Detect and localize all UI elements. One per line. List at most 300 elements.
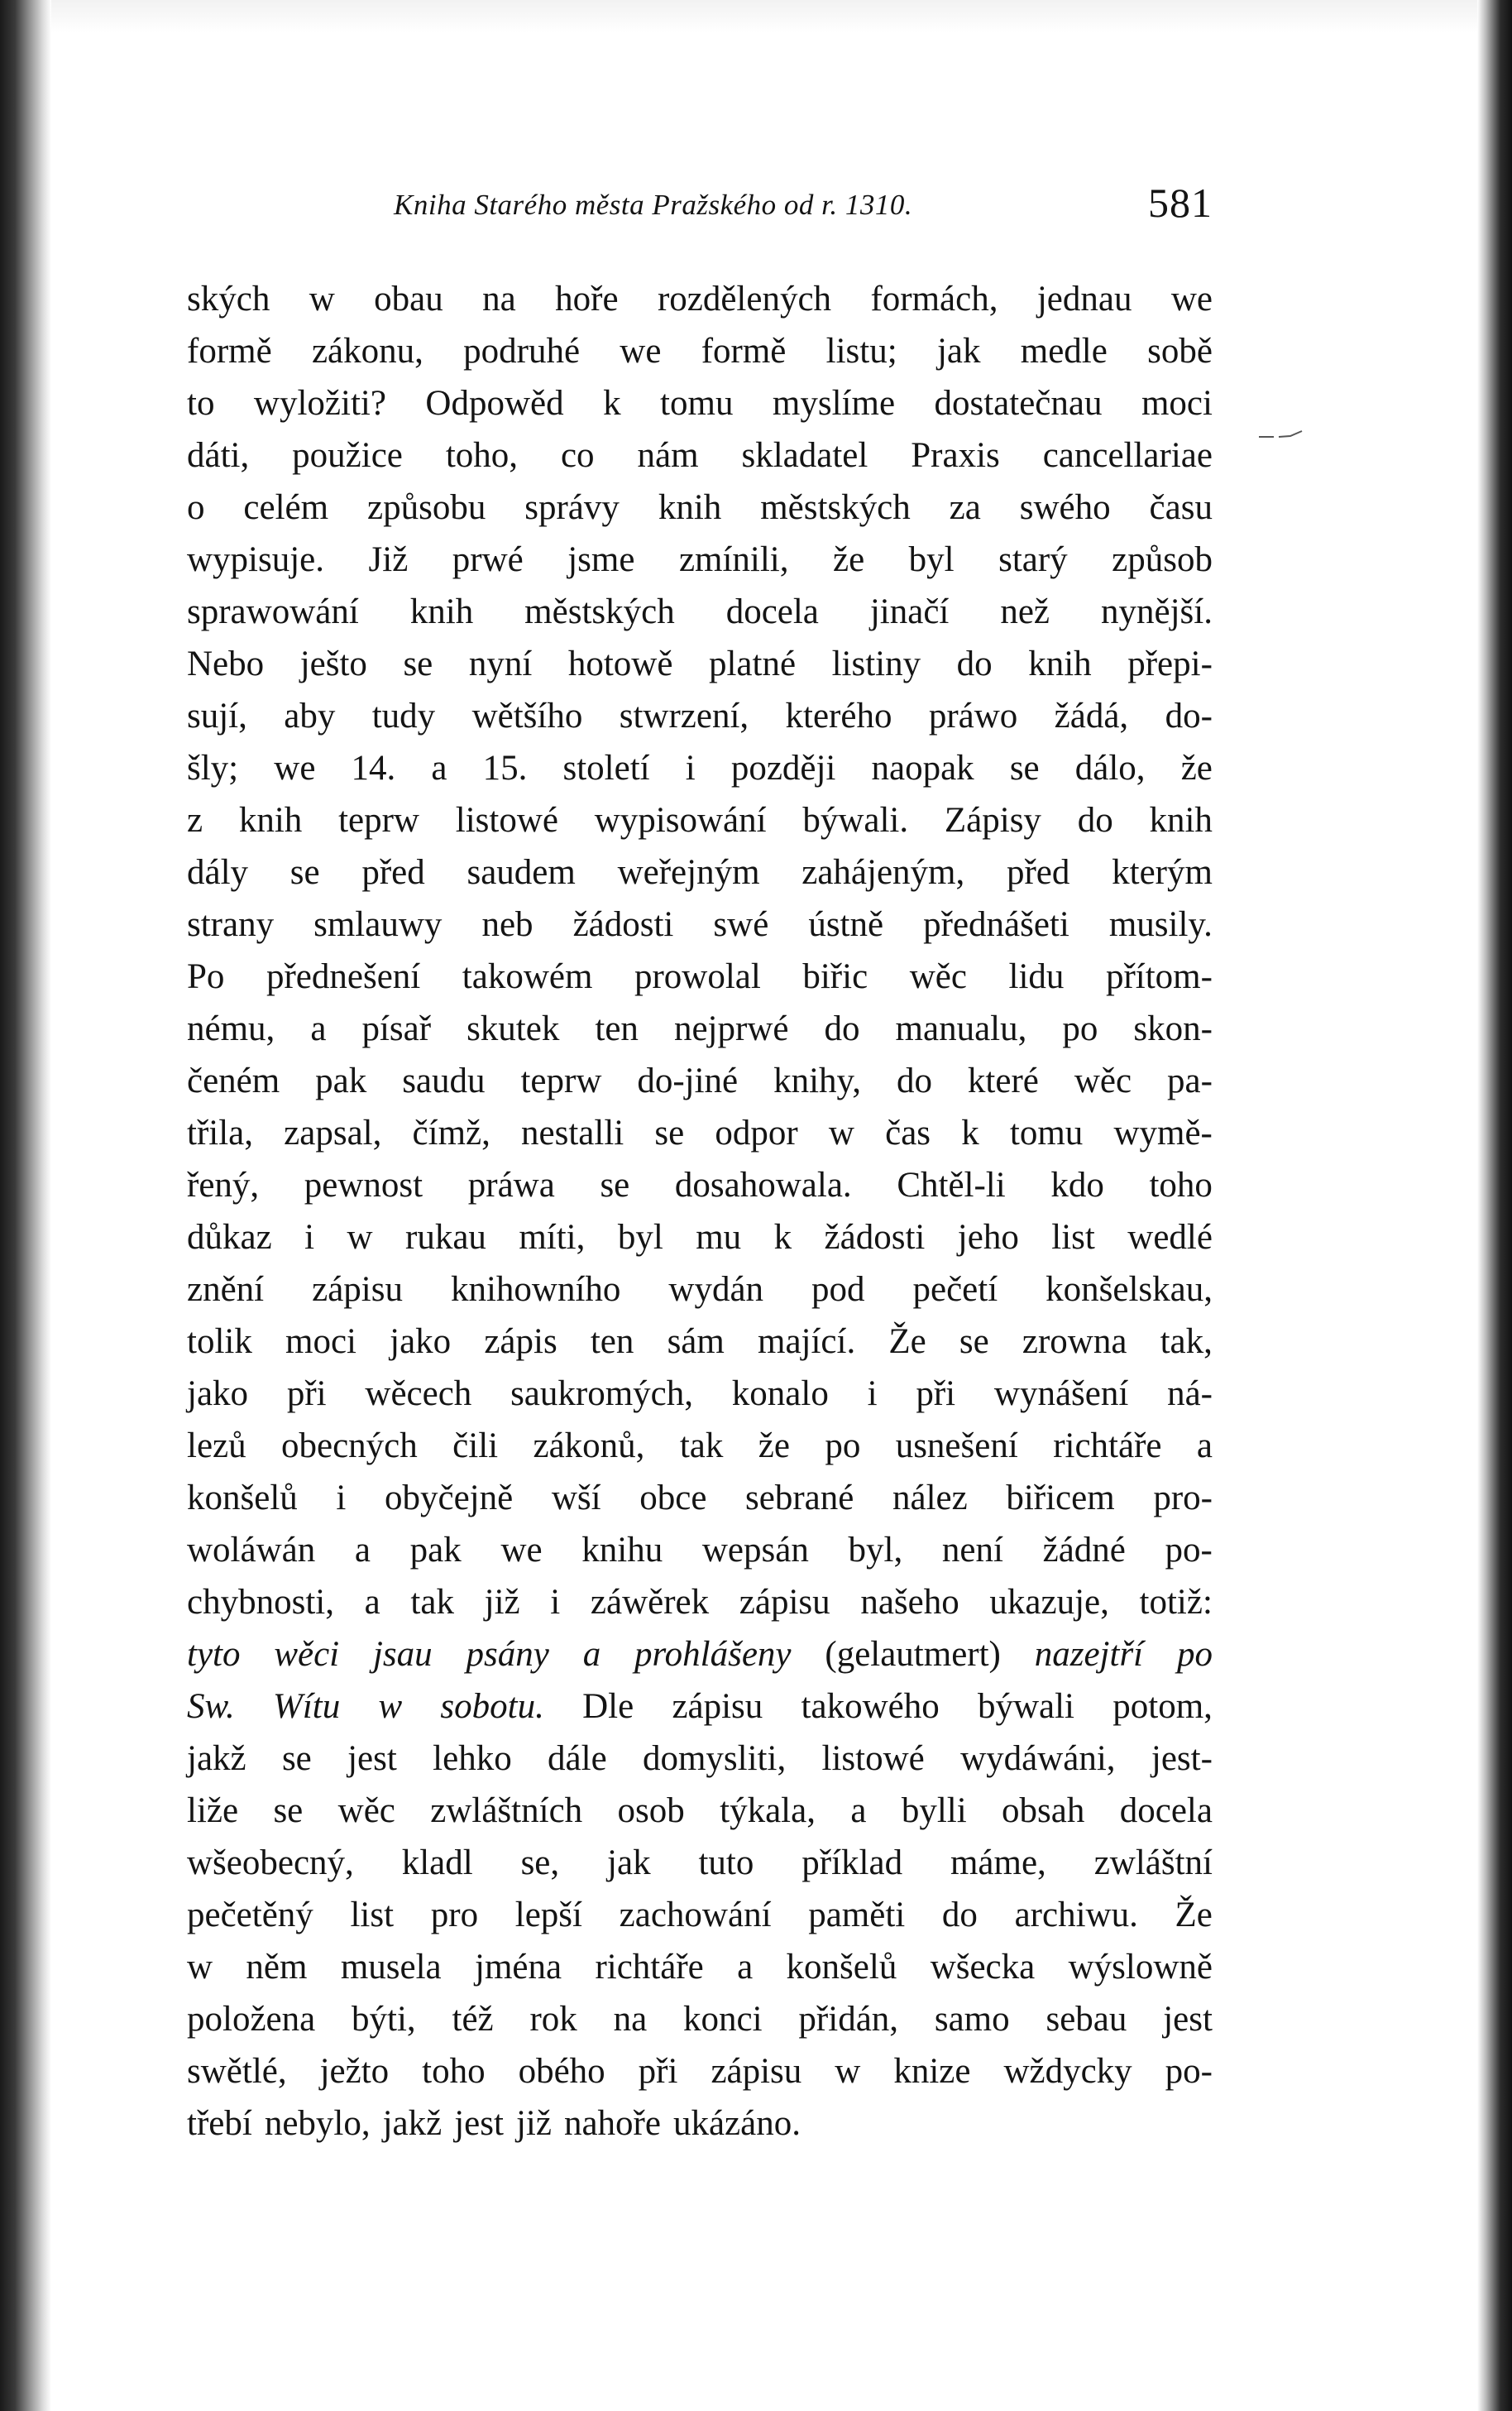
word: též [452, 2000, 494, 2039]
word: přepi- [1127, 645, 1213, 683]
text-line [187, 1733, 1213, 1785]
word: jakž [187, 1739, 246, 1778]
word: biřicem [1006, 1479, 1115, 1517]
margin-pencil-mark [1257, 430, 1304, 440]
word: ukazuje, [989, 1583, 1109, 1622]
text-line [187, 1628, 1213, 1680]
word: do [896, 1062, 932, 1100]
word: tak, [1160, 1322, 1213, 1361]
text-line [187, 1576, 1213, 1628]
word: máme, [950, 1843, 1046, 1882]
word: není [941, 1531, 1003, 1570]
text-line [187, 1159, 1213, 1211]
word: důkaz [187, 1218, 272, 1257]
word: byl, [848, 1531, 903, 1570]
word: hotowě [567, 645, 673, 683]
word: knih [409, 592, 474, 631]
word: správy [524, 488, 620, 527]
word: archiwu. [1014, 1896, 1138, 1934]
word: tak [410, 1583, 454, 1622]
word: jeho [957, 1218, 1019, 1257]
word: nejprwé [673, 1009, 789, 1048]
word: jinačí [869, 592, 950, 631]
word: wěc [1074, 1062, 1132, 1100]
word: wždycky [1003, 2052, 1132, 2091]
word: způsob [1112, 540, 1213, 579]
running-title: Kniha Starého města Pražského od r. 1310. [394, 189, 913, 221]
word: obau [374, 280, 443, 319]
word: se, [520, 1843, 560, 1882]
word: medle [1020, 332, 1108, 371]
word: stwrzení, [619, 697, 749, 736]
word: starý [998, 540, 1068, 579]
word: wšecka [930, 1948, 1036, 1987]
word: kdo [1050, 1166, 1104, 1205]
word: smlauwy [313, 905, 443, 944]
word: dály [187, 853, 249, 892]
word: sebrané [745, 1479, 854, 1517]
word: do [824, 1009, 860, 1048]
word: býti, [352, 2000, 416, 2039]
word: wšeobecný, [187, 1843, 354, 1882]
word: biřic [802, 957, 868, 996]
word: na [482, 280, 516, 319]
word: dáti, [187, 436, 250, 475]
word: mající. [758, 1322, 856, 1361]
word: do [941, 1896, 978, 1934]
word: formě [701, 332, 787, 371]
word: skladatel [741, 436, 868, 475]
word: w [835, 2052, 861, 2091]
text-line [187, 2045, 1213, 2097]
word: ten [590, 1322, 634, 1361]
text-line [187, 1420, 1213, 1472]
word: pak [315, 1062, 367, 1100]
text-line [187, 1107, 1213, 1159]
word: obecných [281, 1426, 418, 1465]
word: zahájeným, [801, 853, 965, 892]
word: we [274, 749, 316, 788]
word: skutek [467, 1009, 560, 1048]
word: co [560, 436, 595, 475]
word: rok [529, 2000, 577, 2039]
word: se [959, 1322, 989, 1361]
word: wepsán [701, 1531, 809, 1570]
word: teprw [520, 1062, 602, 1100]
word: a [310, 1009, 327, 1048]
word: teprw [338, 801, 419, 840]
word: před [1006, 853, 1070, 892]
text-line [187, 1055, 1213, 1107]
word: saukromých, [510, 1374, 693, 1413]
word: práwo [928, 697, 1018, 736]
word: že [758, 1426, 790, 1465]
word: i [304, 1218, 315, 1257]
text-line [187, 951, 1213, 1003]
word: pa- [1167, 1062, 1213, 1100]
word: práwa [467, 1166, 555, 1205]
word: o [187, 488, 205, 527]
text-line [187, 377, 1213, 429]
word: znění [187, 1270, 265, 1309]
word: obce [639, 1479, 707, 1517]
word: něm [246, 1948, 308, 1987]
word: nému, [187, 1009, 275, 1048]
word: moci [285, 1322, 356, 1361]
word: tudy [371, 697, 436, 736]
word: formě [187, 332, 272, 371]
word: žádosti [824, 1218, 926, 1257]
word: býwali [977, 1687, 1075, 1726]
text-line [187, 899, 1213, 951]
word: swého [1019, 488, 1111, 527]
word: při [286, 1374, 327, 1413]
word: ješto [299, 645, 367, 683]
word: musily. [1108, 905, 1213, 944]
word: se [273, 1791, 304, 1830]
word: lezů [187, 1426, 246, 1465]
word: myslíme [772, 384, 896, 423]
word: totiž: [1139, 1583, 1213, 1622]
word: podruhé [463, 332, 581, 371]
word: Po [187, 957, 225, 996]
word: toho, [445, 436, 519, 475]
word: lidu [1008, 957, 1065, 996]
word: pečetěný [187, 1896, 313, 1934]
word: nynější. [1100, 592, 1213, 631]
word: způsobu [367, 488, 486, 527]
word: knih [1149, 801, 1213, 840]
word: třebí [187, 2104, 252, 2143]
word: nahoře [563, 2104, 661, 2143]
word: jak [607, 1843, 651, 1882]
word: Wítu [273, 1687, 341, 1726]
word: manualu, [895, 1009, 1027, 1048]
word: již [515, 2104, 552, 2143]
word: jakž [382, 2104, 443, 2143]
word: domysliti, [642, 1739, 787, 1778]
word: we [620, 332, 662, 371]
word: aby [284, 697, 336, 736]
word: knih [238, 801, 303, 840]
word: w [347, 1218, 373, 1257]
word: w [378, 1687, 403, 1726]
word: samo [934, 2000, 1010, 2039]
word: i [550, 1583, 561, 1622]
word: šly; [187, 749, 239, 788]
word: později [730, 749, 836, 788]
word: jako [390, 1322, 452, 1361]
text-line [187, 586, 1213, 638]
word: městských [524, 592, 675, 631]
word: i [336, 1479, 347, 1517]
word: we [1170, 280, 1213, 319]
word: listowé [821, 1739, 925, 1778]
word: jest [1163, 2000, 1213, 2039]
word: docela [725, 592, 819, 631]
word: strany [187, 905, 275, 944]
word: zmínili, [678, 540, 789, 579]
word: dosahowala. [674, 1166, 852, 1205]
word: a [354, 1531, 371, 1570]
word: woláwán [187, 1531, 316, 1570]
word: takowém [462, 957, 593, 996]
word: Praxis [911, 436, 1000, 475]
word: použice [292, 436, 403, 475]
word: času [1149, 488, 1213, 527]
word: sobotu. [440, 1687, 544, 1726]
word: čas [885, 1114, 931, 1153]
word: odpor [715, 1114, 798, 1153]
word: byl [908, 540, 955, 579]
word: Dle [582, 1687, 634, 1726]
text-line [187, 794, 1213, 846]
word: jako [187, 1374, 249, 1413]
word: liže [187, 1791, 239, 1830]
word: swé [713, 905, 769, 944]
word: kladl [401, 1843, 473, 1882]
word: zwláštních [430, 1791, 583, 1830]
word: sobě [1147, 332, 1213, 371]
word: wěcech [365, 1374, 472, 1413]
word: třila, [187, 1114, 253, 1153]
word: prohlášeny [634, 1635, 792, 1674]
word: nestalli [521, 1114, 624, 1153]
word: konšelskau, [1045, 1270, 1213, 1309]
page-number: 581 [1148, 180, 1213, 226]
word: ústně [808, 905, 884, 944]
word: položena [187, 2000, 316, 2039]
word: listu; [825, 332, 897, 371]
word: písař [361, 1009, 432, 1048]
word: a [364, 1583, 380, 1622]
word: konci [683, 2000, 763, 2039]
word: to [187, 384, 215, 423]
word: listiny [831, 645, 921, 683]
word: býwali. [802, 801, 909, 840]
text-line [187, 429, 1213, 482]
word: hoře [555, 280, 619, 319]
word: nazejtří [1034, 1635, 1144, 1674]
word: do [1077, 801, 1113, 840]
text-line [187, 1368, 1213, 1420]
word: týkala, [720, 1791, 816, 1830]
word: sprawowání [187, 592, 359, 631]
word: které [967, 1062, 1039, 1100]
word: přednešení [266, 957, 421, 996]
word: městských [760, 488, 911, 527]
word: a [850, 1791, 867, 1830]
word: swětlé, [187, 2052, 287, 2091]
word: Že [1175, 1896, 1213, 1934]
word: lepší [514, 1896, 582, 1934]
word: pro [430, 1896, 479, 1934]
word: se [600, 1166, 630, 1205]
word: při [638, 2052, 678, 2091]
word: obsah [1002, 1791, 1085, 1830]
word: takowého [801, 1687, 940, 1726]
word: z [187, 801, 203, 840]
word: tolik [187, 1322, 252, 1361]
word: Zápisy [944, 801, 1041, 840]
text-line [187, 846, 1213, 899]
word: Odpowěd [425, 384, 564, 423]
word: příklad [801, 1843, 903, 1882]
word: wýslowně [1068, 1948, 1213, 1987]
word: rozdělených [657, 280, 832, 319]
text-line [187, 1889, 1213, 1941]
word: richtáře [595, 1948, 704, 1987]
word: ten [595, 1009, 639, 1048]
scan-border-right [1477, 0, 1512, 2411]
word: 15. [482, 749, 528, 788]
word: Sw. [187, 1687, 235, 1726]
word: kterým [1112, 853, 1213, 892]
word: do [956, 645, 993, 683]
word: a [737, 1948, 754, 1987]
word: tyto [187, 1635, 241, 1674]
word: celém [243, 488, 329, 527]
word: po [1176, 1635, 1213, 1674]
word: mu [696, 1218, 742, 1257]
word: k [603, 384, 621, 423]
word: psány [466, 1635, 549, 1674]
word: (gelautmert) [825, 1635, 1001, 1674]
word: wypisowání [594, 801, 767, 840]
word: zapsal, [284, 1114, 382, 1153]
word: jest [347, 1739, 397, 1778]
word: konalo [731, 1374, 829, 1413]
text-line [187, 2097, 1213, 2150]
word: nám [637, 436, 699, 475]
word: se [289, 853, 320, 892]
scan-border-left [0, 0, 51, 2411]
word: než [1000, 592, 1050, 631]
word: neb [481, 905, 534, 944]
word: míti, [519, 1218, 586, 1257]
text-line [187, 1472, 1213, 1524]
word: wynášení [993, 1374, 1129, 1413]
word: před [361, 853, 425, 892]
word: osob [617, 1791, 685, 1830]
text-line [187, 325, 1213, 377]
word: k [961, 1114, 979, 1153]
text-line [187, 1316, 1213, 1368]
word: pewnost [304, 1166, 423, 1205]
word: wydán [668, 1270, 764, 1309]
text-line [187, 1837, 1213, 1889]
word: žádné [1042, 1531, 1126, 1570]
word: jsau [372, 1635, 433, 1674]
word: paměti [808, 1896, 906, 1934]
word: wyložiti? [253, 384, 386, 423]
word: řený, [187, 1166, 260, 1205]
word: w [187, 1948, 213, 1987]
word: konšelů [187, 1479, 298, 1517]
word: sám [667, 1322, 725, 1361]
word: na [613, 2000, 648, 2039]
scan-border-top [0, 0, 1512, 33]
word: list [1051, 1218, 1095, 1257]
word: záwěrek [590, 1583, 710, 1622]
word: knih [658, 488, 722, 527]
word: cancellariae [1042, 436, 1213, 475]
book-page [187, 177, 1213, 2150]
word: k [773, 1218, 792, 1257]
word: wydáwáni, [960, 1739, 1116, 1778]
word: wymě- [1113, 1114, 1213, 1153]
word: přidán, [798, 2000, 899, 2039]
word: listowé [455, 801, 558, 840]
word: zápisu [739, 1583, 830, 1622]
text-line [187, 273, 1213, 325]
word: jsme [567, 540, 635, 579]
word: po [825, 1426, 861, 1465]
word: jest [454, 2104, 504, 2143]
word: dále [548, 1739, 607, 1778]
word: chybnosti, [187, 1583, 334, 1622]
word: obyčejně [385, 1479, 514, 1517]
word: Že [888, 1322, 926, 1361]
word: konšelů [786, 1948, 897, 1987]
word: platné [708, 645, 797, 683]
text-line [187, 482, 1213, 534]
text-line [187, 638, 1213, 690]
word: nyní [468, 645, 533, 683]
word: a [1196, 1426, 1213, 1465]
word: wedlé [1127, 1218, 1213, 1257]
word: při [916, 1374, 956, 1413]
word: moci [1141, 384, 1213, 423]
text-line [187, 1785, 1213, 1837]
word: zákonů, [533, 1426, 645, 1465]
word: se [1009, 749, 1040, 788]
word: jest- [1151, 1739, 1213, 1778]
word: jednau [1036, 280, 1132, 319]
word: a [431, 749, 447, 788]
word: toho [1149, 1166, 1213, 1205]
word: žádosti [572, 905, 674, 944]
word: pro- [1153, 1479, 1213, 1517]
word: wěc [337, 1791, 395, 1830]
word: žádá, [1054, 697, 1129, 736]
word: prowolal [634, 957, 761, 996]
word: w [828, 1114, 854, 1153]
word: dostatečnau [934, 384, 1103, 423]
word: do-jiné [637, 1062, 739, 1100]
word: ských [187, 280, 270, 319]
word: tuto [698, 1843, 754, 1882]
running-head [187, 177, 1213, 240]
word: sují, [187, 697, 247, 736]
word: we [500, 1531, 543, 1570]
word: skon- [1133, 1009, 1213, 1048]
word: 14. [351, 749, 396, 788]
text-line [187, 534, 1213, 586]
word: zrowna [1022, 1322, 1127, 1361]
word: knihy, [773, 1062, 862, 1100]
word: richtáře [1053, 1426, 1162, 1465]
word: lehko [433, 1739, 512, 1778]
word: i [867, 1374, 878, 1413]
word: tomu [660, 384, 734, 423]
word: čímž, [412, 1114, 490, 1153]
word: dálo, [1074, 749, 1146, 788]
word: po- [1165, 1531, 1213, 1570]
word: byl [617, 1218, 663, 1257]
word: zápisu [711, 2052, 802, 2091]
word: docela [1119, 1791, 1213, 1830]
